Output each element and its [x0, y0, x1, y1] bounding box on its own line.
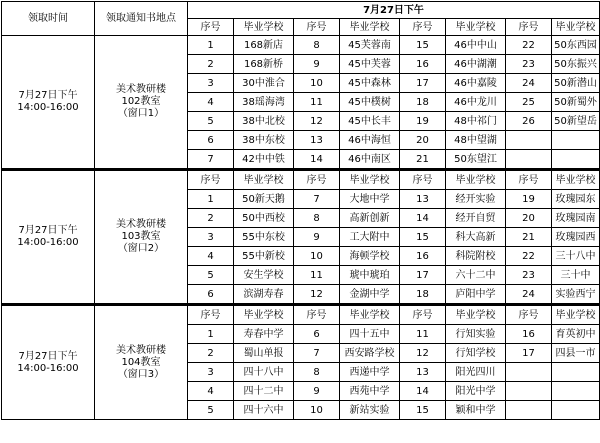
- seq-cell: 15: [400, 228, 446, 247]
- pickup-hours: 14:00-16:00: [17, 362, 79, 374]
- school-cell: 46中海恒: [340, 131, 400, 150]
- seq-cell: 24: [506, 285, 552, 305]
- seq-cell: 16: [400, 247, 446, 266]
- seq-cell: 22: [506, 36, 552, 55]
- seq-cell: 10: [294, 247, 340, 266]
- pickup-place-cell: [95, 305, 188, 420]
- seq-cell: [506, 150, 552, 170]
- seq-cell: 序号: [188, 305, 234, 325]
- seq-cell: 24: [506, 74, 552, 93]
- seq-cell: 序号: [188, 170, 234, 190]
- school-cell: 西递中学: [340, 363, 400, 382]
- school-cell: 阳光四川: [446, 363, 506, 382]
- header-school: 毕业学校: [340, 19, 400, 36]
- pickup-place-line: 104教室: [121, 356, 161, 368]
- school-cell: 行知学校: [446, 344, 506, 363]
- table-row: [2, 36, 600, 55]
- seq-cell: 11: [400, 325, 446, 344]
- school-cell: 毕业学校: [446, 170, 506, 190]
- seq-cell: 序号: [506, 305, 552, 325]
- seq-cell: 8: [294, 36, 340, 55]
- pickup-place-cell: [95, 170, 188, 305]
- seq-cell: 20: [400, 131, 446, 150]
- school-cell: 玫瑰园西: [552, 228, 600, 247]
- school-cell: 48中望湖: [446, 131, 506, 150]
- seq-cell: [506, 401, 552, 420]
- seq-cell: 7: [188, 150, 234, 170]
- pickup-place-line: 102教室: [121, 96, 161, 107]
- seq-cell: 3: [188, 363, 234, 382]
- school-cell: 50新望岳: [552, 112, 600, 131]
- school-cell: 30中淮合: [234, 74, 294, 93]
- school-cell: 安生学校: [234, 266, 294, 285]
- seq-cell: 序号: [294, 305, 340, 325]
- seq-cell: 13: [400, 190, 446, 209]
- seq-cell: 15: [400, 401, 446, 420]
- seq-cell: 5: [188, 112, 234, 131]
- seq-cell: 16: [506, 325, 552, 344]
- school-cell: 实验西宁: [552, 285, 600, 305]
- seq-cell: 21: [400, 150, 446, 170]
- header-school: 毕业学校: [234, 19, 294, 36]
- seq-cell: 6: [188, 131, 234, 150]
- school-cell: [552, 150, 600, 170]
- header-seq: 序号: [506, 19, 552, 36]
- seq-cell: 25: [506, 93, 552, 112]
- pickup-place-line: （窗口1）: [117, 108, 165, 119]
- school-cell: 55中东校: [234, 228, 294, 247]
- seq-cell: 10: [294, 401, 340, 420]
- school-cell: 50中西校: [234, 209, 294, 228]
- pickup-place-line: （窗口3）: [117, 368, 165, 380]
- seq-cell: 2: [188, 209, 234, 228]
- seq-cell: 5: [188, 401, 234, 420]
- header-seq: 序号: [294, 19, 340, 36]
- pickup-time-cell: [2, 170, 95, 305]
- school-cell: [552, 131, 600, 150]
- school-cell: 55中新校: [234, 247, 294, 266]
- pickup-time-cell: [2, 305, 95, 420]
- school-cell: 玫瑰园南: [552, 209, 600, 228]
- school-cell: 46中嘉陵: [446, 74, 506, 93]
- school-cell: 西安路学校: [340, 344, 400, 363]
- school-cell: 45芙蓉南: [340, 36, 400, 55]
- seq-cell: 12: [294, 285, 340, 305]
- school-cell: 四十五中: [340, 325, 400, 344]
- seq-cell: 4: [188, 93, 234, 112]
- seq-cell: 3: [188, 74, 234, 93]
- header-seq: 序号: [400, 19, 446, 36]
- seq-cell: 12: [400, 344, 446, 363]
- seq-cell: 1: [188, 325, 234, 344]
- school-cell: 四十二中: [234, 382, 294, 401]
- seq-cell: [506, 131, 552, 150]
- school-cell: 38瑶海湾: [234, 93, 294, 112]
- school-cell: 50东西园: [552, 36, 600, 55]
- seq-cell: 4: [188, 382, 234, 401]
- date-title: 7月27日下午: [188, 2, 600, 19]
- seq-cell: 17: [400, 266, 446, 285]
- seq-cell: 1: [188, 190, 234, 209]
- seq-cell: 6: [294, 325, 340, 344]
- school-cell: 育英初中: [552, 325, 600, 344]
- pickup-hours: 14:00-16:00: [17, 237, 79, 248]
- school-cell: 四十六中: [234, 401, 294, 420]
- pickup-date: 7月27日下午: [18, 90, 78, 101]
- pickup-place-line: 美术教研楼: [116, 219, 166, 230]
- school-cell: 科院附校: [446, 247, 506, 266]
- seq-cell: 2: [188, 344, 234, 363]
- school-cell: 毕业学校: [340, 170, 400, 190]
- seq-cell: 6: [188, 285, 234, 305]
- pickup-place-line: 美术教研楼: [116, 84, 166, 95]
- school-cell: 寿春中学: [234, 325, 294, 344]
- school-cell: 毕业学校: [234, 170, 294, 190]
- seq-cell: 23: [506, 55, 552, 74]
- seq-cell: 9: [294, 55, 340, 74]
- school-cell: 四十八中: [234, 363, 294, 382]
- admission-notice-table: [1, 1, 600, 420]
- seq-cell: 18: [400, 285, 446, 305]
- school-cell: 38中北校: [234, 112, 294, 131]
- seq-cell: 2: [188, 55, 234, 74]
- seq-cell: 9: [294, 382, 340, 401]
- school-cell: 38中东校: [234, 131, 294, 150]
- seq-cell: 8: [294, 363, 340, 382]
- seq-cell: 14: [294, 150, 340, 170]
- school-cell: 毕业学校: [552, 170, 600, 190]
- school-cell: 46中龙川: [446, 93, 506, 112]
- seq-cell: 序号: [400, 170, 446, 190]
- header-seq: 序号: [188, 19, 234, 36]
- school-cell: 45中芙蓉: [340, 55, 400, 74]
- school-cell: 45中樸树: [340, 93, 400, 112]
- pickup-date: 7月27日下午: [18, 225, 78, 236]
- seq-cell: 序号: [294, 170, 340, 190]
- school-cell: 50新蜀外: [552, 93, 600, 112]
- seq-cell: 13: [294, 131, 340, 150]
- school-cell: 四县一市: [552, 344, 600, 363]
- pickup-place-line: 美术教研楼: [116, 344, 166, 356]
- seq-cell: 5: [188, 266, 234, 285]
- seq-cell: 3: [188, 228, 234, 247]
- seq-cell: 11: [294, 93, 340, 112]
- table-header-row-1: [2, 2, 600, 19]
- school-cell: 大地中学: [340, 190, 400, 209]
- header-time-label: 领取时间: [2, 2, 95, 36]
- school-cell: 50东振兴: [552, 55, 600, 74]
- seq-cell: 20: [506, 209, 552, 228]
- school-cell: 经开实验: [446, 190, 506, 209]
- school-cell: 工大附中: [340, 228, 400, 247]
- school-cell: 45中长丰: [340, 112, 400, 131]
- school-cell: 颖和中学: [446, 401, 506, 420]
- seq-cell: 12: [294, 112, 340, 131]
- school-cell: 三十八中: [552, 247, 600, 266]
- table-row: [2, 170, 600, 190]
- seq-cell: 17: [400, 74, 446, 93]
- school-cell: 海顿学校: [340, 247, 400, 266]
- school-cell: 行知实验: [446, 325, 506, 344]
- school-cell: 毕业学校: [234, 305, 294, 325]
- school-cell: 经开自贸: [446, 209, 506, 228]
- school-cell: 48中祁门: [446, 112, 506, 131]
- school-cell: 琥中琥珀: [340, 266, 400, 285]
- school-cell: 阳光中学: [446, 382, 506, 401]
- school-cell: 50新天鹅: [234, 190, 294, 209]
- seq-cell: [506, 363, 552, 382]
- school-cell: [552, 363, 600, 382]
- school-cell: 滨湖寿春: [234, 285, 294, 305]
- header-school: 毕业学校: [446, 19, 506, 36]
- seq-cell: 8: [294, 209, 340, 228]
- seq-cell: 21: [506, 228, 552, 247]
- school-cell: 新站实验: [340, 401, 400, 420]
- school-cell: [552, 401, 600, 420]
- pickup-place-line: （窗口2）: [117, 243, 165, 254]
- school-cell: 42中中铁: [234, 150, 294, 170]
- seq-cell: 序号: [506, 170, 552, 190]
- seq-cell: 13: [400, 363, 446, 382]
- school-cell: 50新潜山: [552, 74, 600, 93]
- school-cell: 毕业学校: [552, 305, 600, 325]
- seq-cell: 11: [294, 266, 340, 285]
- header-school: 毕业学校: [552, 19, 600, 36]
- pickup-place-line: 103教室: [121, 231, 161, 242]
- school-cell: 蜀山单报: [234, 344, 294, 363]
- pickup-date: 7月27日下午: [18, 350, 78, 362]
- seq-cell: 17: [506, 344, 552, 363]
- seq-cell: 序号: [400, 305, 446, 325]
- seq-cell: 18: [400, 93, 446, 112]
- school-cell: 高新创新: [340, 209, 400, 228]
- pickup-hours: 14:00-16:00: [17, 102, 79, 113]
- table-row: [2, 305, 600, 325]
- seq-cell: 26: [506, 112, 552, 131]
- seq-cell: 10: [294, 74, 340, 93]
- seq-cell: 16: [400, 55, 446, 74]
- school-cell: 168新店: [234, 36, 294, 55]
- seq-cell: 23: [506, 266, 552, 285]
- school-cell: 金湖中学: [340, 285, 400, 305]
- seq-cell: 14: [400, 382, 446, 401]
- seq-cell: 9: [294, 228, 340, 247]
- seq-cell: 14: [400, 209, 446, 228]
- school-cell: 168新桥: [234, 55, 294, 74]
- header-place-label: 领取通知书地点: [95, 2, 188, 36]
- school-cell: 西苑中学: [340, 382, 400, 401]
- school-cell: 科大高新: [446, 228, 506, 247]
- seq-cell: 7: [294, 344, 340, 363]
- school-cell: 庐阳中学: [446, 285, 506, 305]
- school-cell: 毕业学校: [340, 305, 400, 325]
- seq-cell: 19: [400, 112, 446, 131]
- school-cell: 50东望江: [446, 150, 506, 170]
- school-cell: [552, 382, 600, 401]
- pickup-place-cell: [95, 36, 188, 170]
- seq-cell: 19: [506, 190, 552, 209]
- pickup-time-cell: [2, 36, 95, 170]
- school-cell: 毕业学校: [446, 305, 506, 325]
- school-cell: 46中南区: [340, 150, 400, 170]
- seq-cell: 22: [506, 247, 552, 266]
- school-cell: 玫瑰园东: [552, 190, 600, 209]
- seq-cell: 15: [400, 36, 446, 55]
- school-cell: 45中森林: [340, 74, 400, 93]
- seq-cell: 1: [188, 36, 234, 55]
- school-cell: 三十中: [552, 266, 600, 285]
- school-cell: 六十二中: [446, 266, 506, 285]
- seq-cell: [506, 382, 552, 401]
- seq-cell: 4: [188, 247, 234, 266]
- school-cell: 46中中山: [446, 36, 506, 55]
- school-cell: 46中湖潮: [446, 55, 506, 74]
- seq-cell: 7: [294, 190, 340, 209]
